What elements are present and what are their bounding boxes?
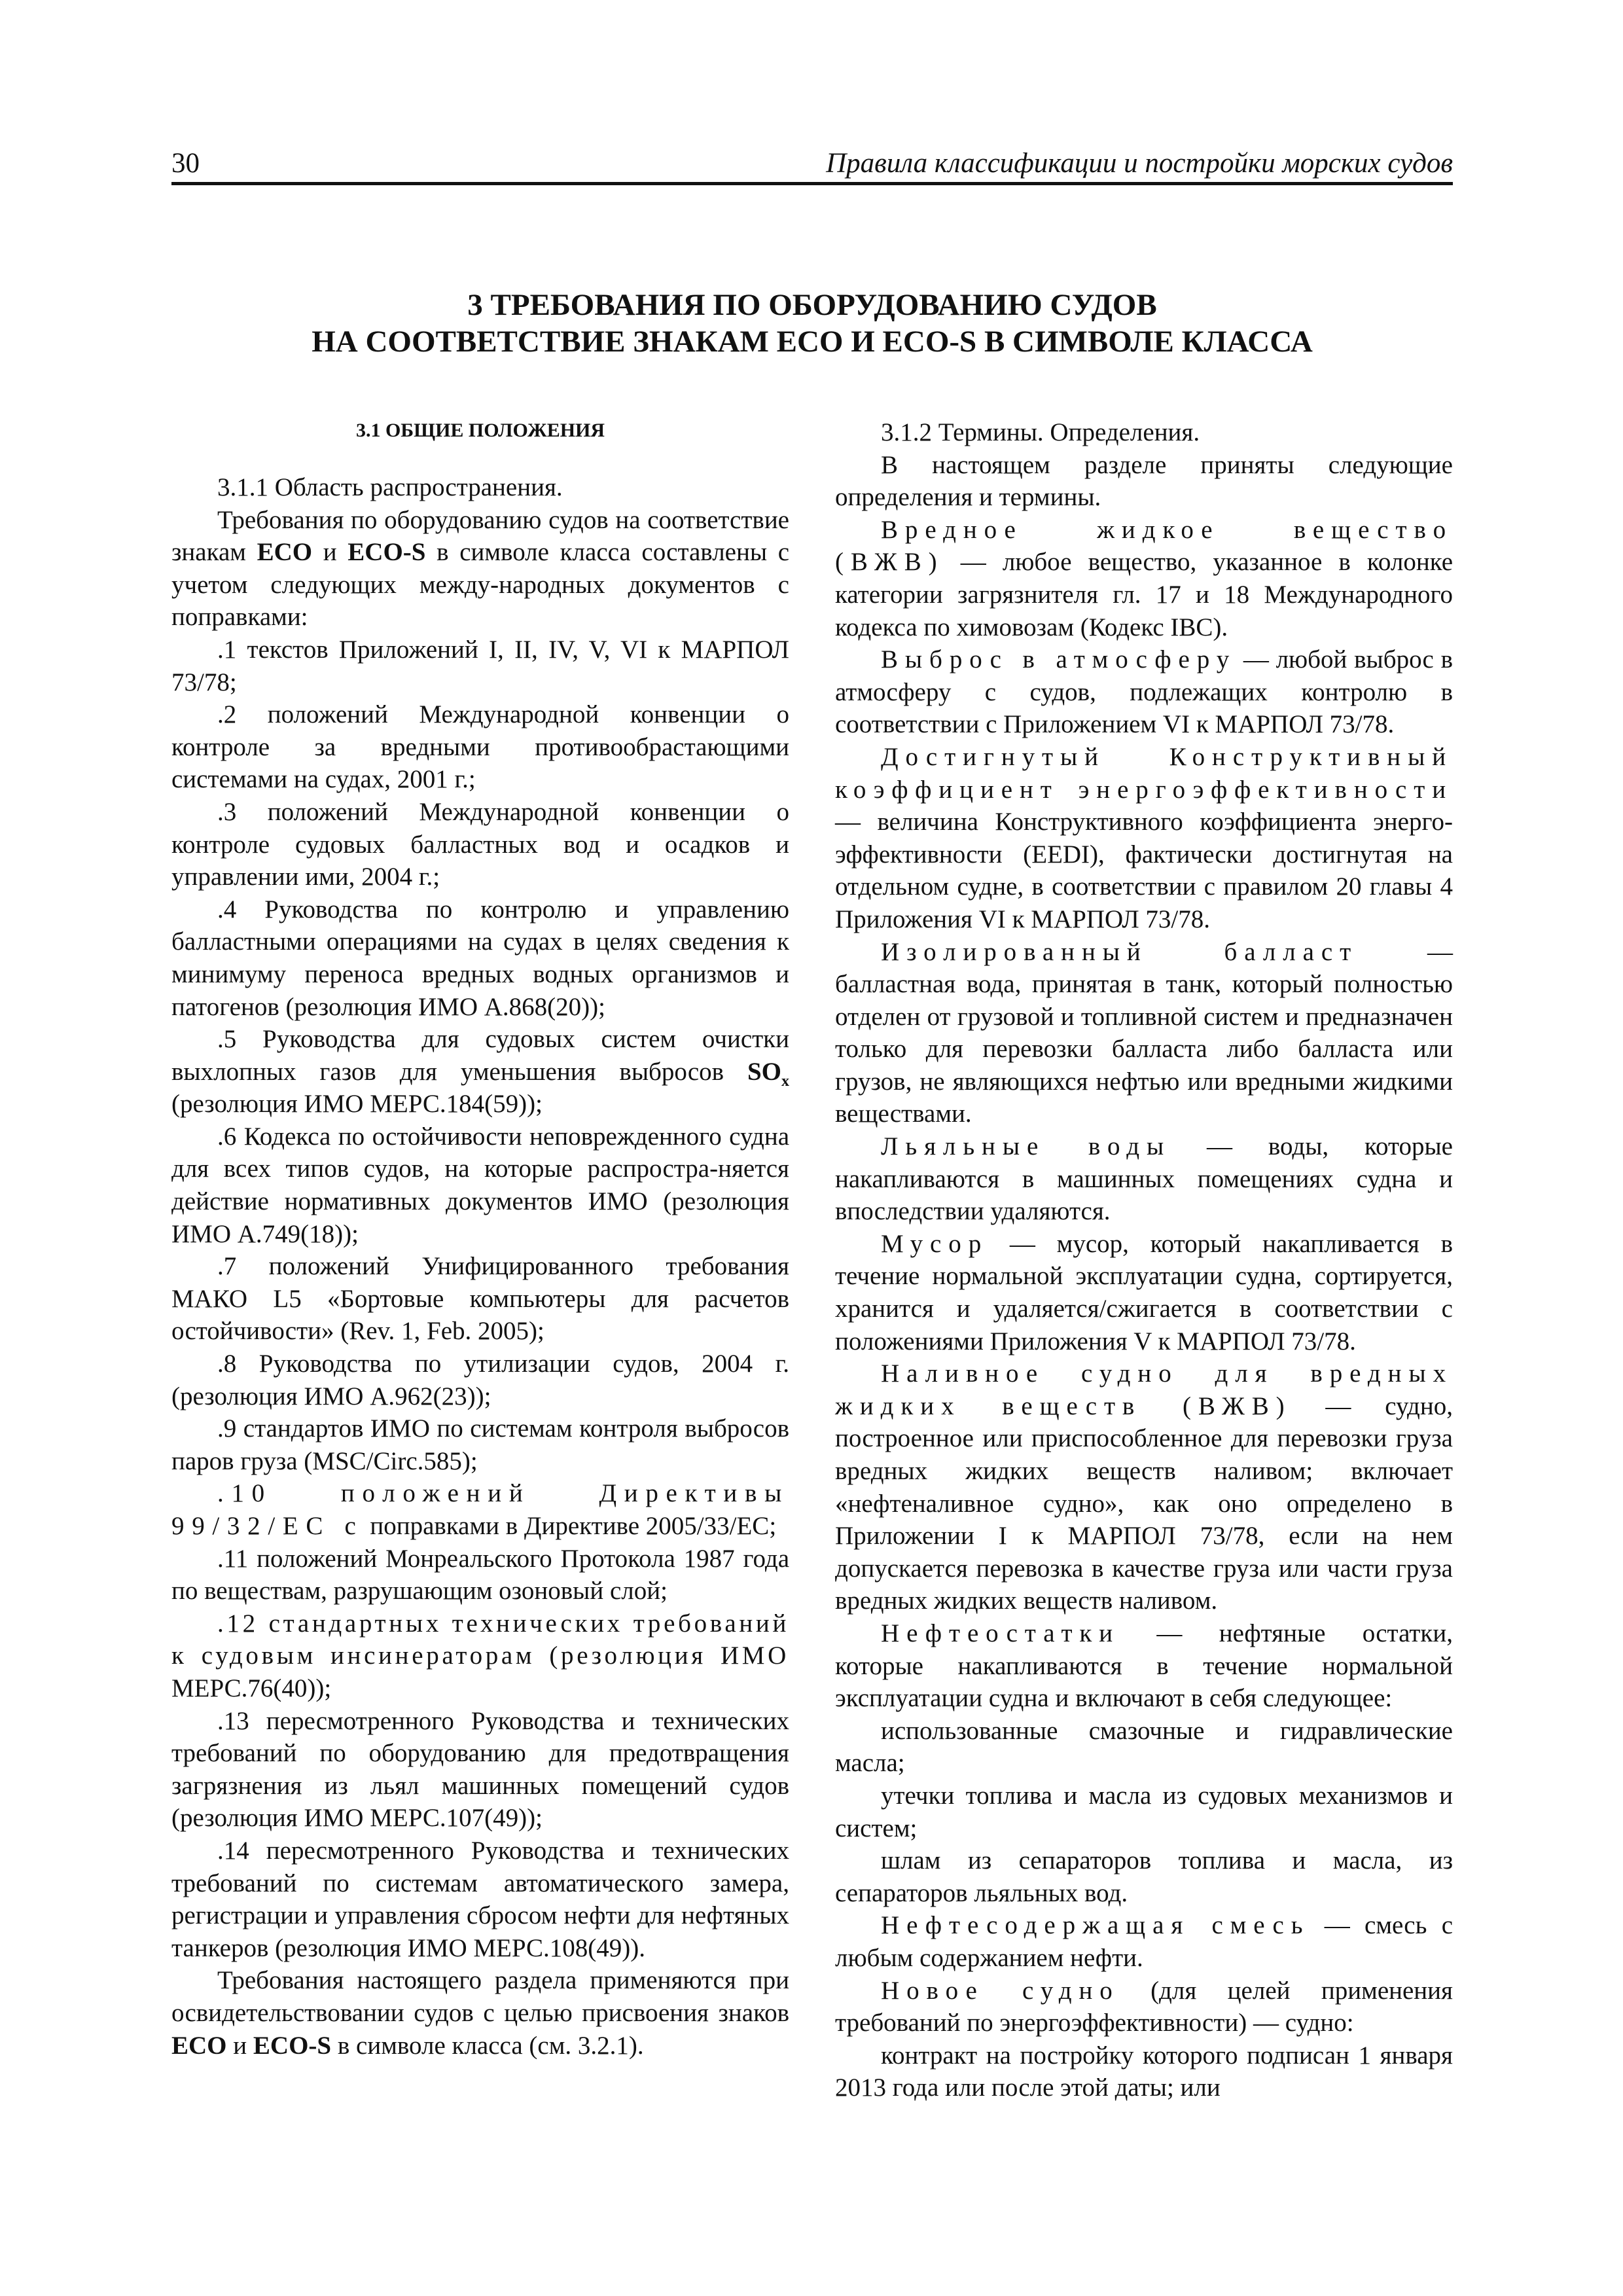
definition-subitem: контракт на постройку которого подписан 1 января 2013 года или после этой даты; или [835,2041,1453,2102]
definition-subitem: шлам из сепараторов топлива и масла, из сепараторов льяльных вод. [835,1846,1453,1907]
list-item-11: .11 положений Монреальского Протокола 1987 года по веществам, разрушающим озоновый слой; [171,1544,789,1605]
page-number: 30 [171,148,200,179]
definition-item: Мусор — мусор, который накапливается в течение нормальной эксплуатации судна, сортируется, хранится и удаляется/сжигается в соответствии с положениями Приложения V к МАРПОЛ 73/78. [835,1229,1453,1355]
sox-symbol: $SO_x$ [747,1057,789,1090]
paragraph-terms-intro: В настоящем разделе приняты следующие определения и термины. [835,450,1453,512]
chapter-title-line-2: НА СООТВЕТСТВИЕ ЗНАКАМ ECO И ECO-S В СИМВОЛЕ КЛАССА [312,325,1313,359]
page-header [171,145,1453,185]
definition-item: Изолированный балласт — балластная вода, принятая в танк, который полностью отделен от грузовой и топливной систем и предназначен только для перевозки балласта либо балласта или грузов, не являющихся нефтью или вредными жидкими веществами. [835,937,1453,1128]
definition-term: Новое судно [881,1976,1120,2005]
definition-item: Льяльные воды — воды, которые накапливаются в машинных помещениях судна и впоследствии удаляются. [835,1132,1453,1226]
list-item-14: .14 пересмотренного Руководства и технических требований по системам автоматического замера, регистрации и управления сбросом нефти для нефтяных танкеров (резолюция ИМО МЕРС.108(49)). [171,1836,789,1962]
left-column [171,416,789,2062]
list-item-10: .10 положений Директивы 99/32/ЕС с поправками в Директиве 2005/33/ЕС; [171,1479,789,1540]
definition-subitem: использованные смазочные и гидравлические масла; [835,1716,1453,1778]
list-item-7: .7 положений Унифицированного требования МАКО L5 «Бортовые компьютеры для расчетов остойчивости» (Rev. 1, Feb. 2005); [171,1252,789,1346]
definition-term: Льяльные воды [881,1132,1171,1161]
definition-term: Вредное жидкое вещество (ВЖВ) [835,515,1453,577]
definition-term: Наливное судно для вредных жидких веществ (ВЖВ) [835,1359,1453,1420]
paragraph-requirements-intro: Требования по оборудованию судов на соответствие знакам ECO и ECO-S в символе класса составлены с учетом следующих между-народных документов с поправками: [171,505,790,632]
list-item-3: .3 положений Международной конвенции о контроле судовых балластных вод и осадков и управлении ими, 2004 г.; [171,797,789,891]
list-item-4: .4 Руководства по контролю и управлению балластными операциями на судах в целях сведения к минимуму переноса вредных водных организмов и патогенов (резолюция ИМО А.868(20)); [171,895,789,1021]
list-item-12: .12 стандартных технических требований к судовым инсинераторам (резолюция ИМО МЕРС.76(40)); [171,1609,789,1702]
definition-term: Выброс в атмосферу [881,645,1237,674]
running-title: Правила классификации и постройки морских судов [826,148,1453,179]
paragraph-scope: 3.1.1 Область распространения. [217,473,563,501]
definition-term: Нефтеостатки [881,1619,1120,1647]
definition-item: Новое судно (для целей применения требований по энергоэффективности) — судно: [835,1976,1453,2037]
definition-item: Достигнутый Конструктивный коэффициент энергоэффективности — величина Конструктивного коэффициента энерго-эффективности (EEDI), фактически достигнутая на отдельном судне, в соответствии с правилом 20 главы 4 Приложения VI к МАРПОЛ 73/78. [835,742,1453,933]
definition-subitem: утечки топлива и масла из судовых механизмов и систем; [835,1781,1453,1842]
list-item-13: .13 пересмотренного Руководства и технических требований по оборудованию для предотвращения загрязнения из льял машинных помещений судов (резолюция ИМО МЕРС.107(49)); [171,1706,789,1833]
eco-mark: ECO [171,2031,227,2060]
eco-s-mark: ECO-S [348,538,426,567]
definition-item: Нефтеостатки — нефтяные остатки, которые накапливаются в течение нормальной эксплуатации судна и включают в себя следующее: [835,1619,1453,1713]
definition-item: Нефтесодержащая смесь — смесь с любым содержанием нефти. [835,1911,1454,1972]
paragraph-terms-heading: 3.1.2 Термины. Определения. [881,418,1200,446]
definition-item: Выброс в атмосферу — любой выброс в атмосферу с судов, подлежащих контролю в соответствии с Приложением VI к МАРПОЛ 73/78. [835,645,1453,739]
eco-mark: ECO [257,538,313,567]
definition-item: Вредное жидкое вещество (ВЖВ) — любое вещество, указанное в колонке категории загрязнителя гл. 17 и 18 Международного кодекса по химовозам (Кодекс IBC). [835,515,1453,641]
definition-term: Мусор [881,1229,989,1258]
chapter-title-line-1: 3 ТРЕБОВАНИЯ ПО ОБОРУДОВАНИЮ СУДОВ [467,288,1157,322]
list-item-9: .9 стандартов ИМО по системам контроля выбросов паров груза (MSC/Circ.585); [171,1414,789,1475]
definition-term: Нефтесодержащая смесь [881,1911,1310,1940]
list-item-1: .1 текстов Приложений I, II, IV, V, VI к МАРПОЛ 73/78; [171,635,789,696]
list-item-2: .2 положений Международной конвенции о контроле за вредными противообрастающими системами на судах, 2001 г.; [171,700,789,794]
right-column [835,416,1453,2104]
chapter-title [171,287,1453,360]
list-item-6: .6 Кодекса по остойчивости неповрежденного судна для всех типов судов, на которые распростра-няется действие нормативных документов ИМО (резолюция ИМО А.749(18)); [171,1122,789,1248]
list-item-5: .5 Руководства для судовых систем очистки выхлопных газов для уменьшения выбросов $SO_x$ (резолюция ИМО МЕРС.184(59)); [171,1025,789,1119]
section-heading: 3.1 ОБЩИЕ ПОЛОЖЕНИЯ [355,420,605,441]
paragraph-application: Требования настоящего раздела применяются при освидетельствовании судов с целью присвоения знаков ECO и ECO-S в символе класса (см. 3.2.1). [171,1966,789,2060]
definition-term: Изолированный балласт [881,937,1359,966]
list-item-8: .8 Руководства по утилизации судов, 2004 г. (резолюция ИМО А.962(23)); [171,1350,789,1410]
definition-term: Достигнутый Конструктивный коэффициент энергоэффективности [835,742,1453,804]
eco-s-mark: ECO-S [253,2031,332,2060]
definition-item: Наливное судно для вредных жидких веществ (ВЖВ) — судно, построенное или приспособленное для перевозки груза вредных жидких веществ наливом; включает «нефтеналивное судно», как оно определено в Приложении I к МАРПОЛ 73/78, если на нем допускается перевозка в качестве груза или части груза вредных жидких веществ наливом. [835,1359,1453,1615]
